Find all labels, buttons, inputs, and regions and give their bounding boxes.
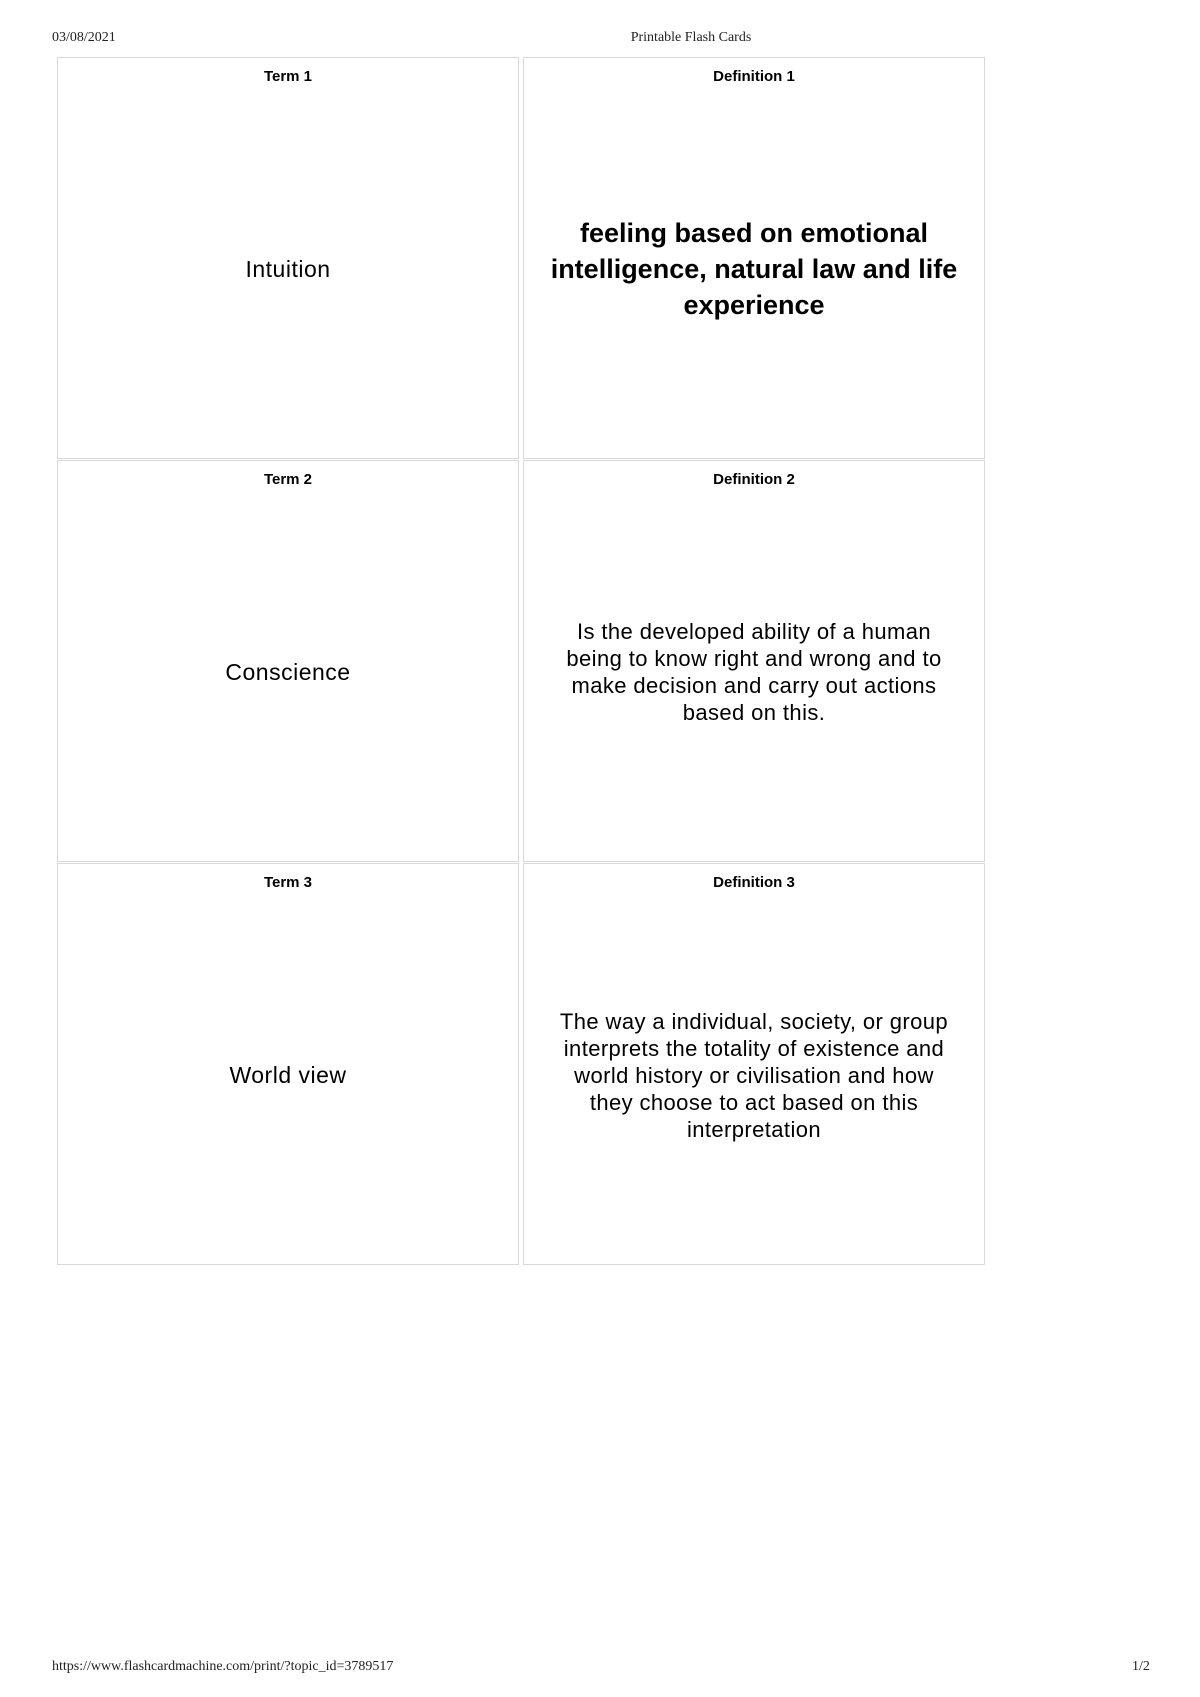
term-text: Conscience (225, 658, 351, 685)
flashcard-grid (57, 57, 985, 1265)
term-text: Intuition (245, 255, 331, 282)
source-url: https://www.flashcardmachine.com/print/?topic_id=3789517 (52, 1659, 394, 1674)
definition-label: Definition 3 (713, 874, 795, 891)
page-number: 1/2 (1132, 1659, 1150, 1674)
definition-label: Definition 1 (713, 68, 795, 85)
definition-text: feeling based on emotional intelligence, natural law and life experience (550, 218, 958, 320)
term-card-1 (57, 57, 519, 459)
term-text: World view (229, 1061, 347, 1088)
page-title: Printable Flash Cards (630, 30, 752, 45)
print-date: 03/08/2021 (52, 30, 116, 45)
term-label: Term 1 (263, 68, 313, 85)
definition-text: Is the developed ability of a human being to know right and wrong and to make decision and carry out actions based on this. (566, 619, 942, 725)
term-label: Term 2 (263, 471, 313, 488)
definition-card-3 (523, 863, 985, 1265)
definition-label: Definition 2 (713, 471, 795, 488)
term-label: Term 3 (263, 874, 313, 891)
definition-text: The way a individual, society, or group interprets the totality of existence and world history or civilisation and how they choose to act based on this interpretation (559, 1008, 949, 1142)
definition-card-1 (523, 57, 985, 459)
definition-card-2 (523, 460, 985, 862)
term-card-2 (57, 460, 519, 862)
term-card-3 (57, 863, 519, 1265)
